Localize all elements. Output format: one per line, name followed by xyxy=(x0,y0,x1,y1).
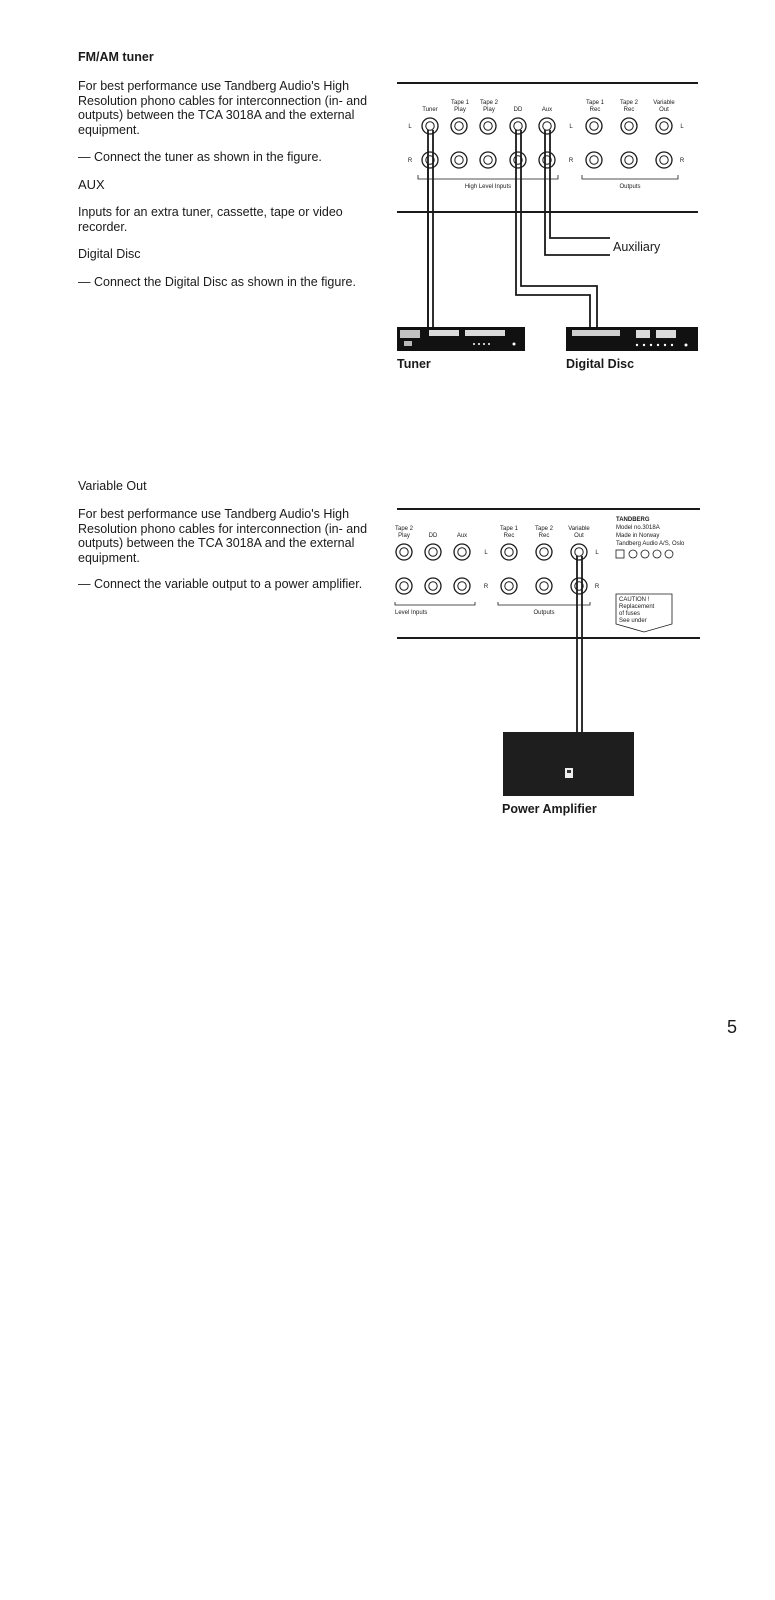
jack-tape2-rec-r xyxy=(621,152,637,168)
label-aux: Aux xyxy=(541,107,553,113)
cable-auxiliary xyxy=(545,130,610,255)
label-r-mid: R xyxy=(568,158,574,164)
heading-aux: AUX xyxy=(78,177,105,192)
heading-digital-disc: Digital Disc xyxy=(78,247,141,261)
jack-tuner-r xyxy=(422,152,438,168)
cable-digital-disc xyxy=(516,130,597,327)
jack2-tape2-rec-l xyxy=(536,544,552,560)
cable-variable-out xyxy=(577,556,582,732)
label-l-mid: L xyxy=(569,124,573,130)
label-l-left: L xyxy=(408,124,412,130)
jack-tape2-play-l xyxy=(480,118,496,134)
bracket-high-level-inputs xyxy=(418,175,558,179)
jack-dd-r xyxy=(510,152,526,168)
jack2-dd-l xyxy=(425,544,441,560)
cable-tuner xyxy=(428,130,433,327)
label-r-left: R xyxy=(407,158,413,164)
label-l-right: L xyxy=(680,124,684,130)
jack-tape1-play-l xyxy=(451,118,467,134)
label2-tape1-rec-1: Tape 1 xyxy=(499,526,519,532)
label2-l-right: L xyxy=(595,550,599,556)
jack2-tape1-rec-l xyxy=(501,544,517,560)
brand-made-in: Made in Norway xyxy=(616,533,660,539)
jack-var-out-l xyxy=(656,118,672,134)
label-tuner: Tuner xyxy=(422,107,438,113)
label-power-amplifier: Power Amplifier xyxy=(502,802,597,816)
caution-title: CAUTION ! xyxy=(619,597,650,603)
label2-l-mid: L xyxy=(484,550,488,556)
jack2-tape2-play-r xyxy=(396,578,412,594)
label2-dd: DD xyxy=(428,533,438,539)
label2-tape1-rec-2: Rec xyxy=(503,533,515,539)
label-tape1-play-2: Play xyxy=(454,107,466,113)
figure-variable-out-connection xyxy=(0,480,775,840)
jack-tuner-l xyxy=(422,118,438,134)
label2-tape2-rec-2: Rec xyxy=(538,533,550,539)
figure-tuner-dd-connection xyxy=(0,0,775,400)
label2-r-mid: R xyxy=(483,584,489,590)
label-tape2-rec-1: Tape 2 xyxy=(619,100,639,106)
label2-tape2-play-2: Play xyxy=(398,533,410,539)
label-var-out-1: Variable xyxy=(653,100,675,106)
label2-var-out-2: Out xyxy=(574,533,584,539)
label-digital-disc-device: Digital Disc xyxy=(566,357,635,371)
label2-tape2-play-1: Tape 2 xyxy=(394,526,414,532)
label-dd: DD xyxy=(513,107,523,113)
tuner-device-icon xyxy=(397,327,525,351)
label-var-out-2: Out xyxy=(659,107,669,113)
jack2-dd-r xyxy=(425,578,441,594)
jack-row-2 xyxy=(396,544,587,594)
label2-var-out-1: Variable xyxy=(568,526,590,532)
label2-tape2-rec-1: Tape 2 xyxy=(534,526,554,532)
jack2-aux-l xyxy=(454,544,470,560)
digital-disc-device-icon xyxy=(566,327,698,351)
label-tape2-rec-2: Rec xyxy=(623,107,635,113)
step-connect-tuner: — Connect the tuner as shown in the figure. xyxy=(78,150,322,164)
brand-maker: Tandberg Audio A/S, Oslo xyxy=(616,541,685,547)
jack2-tape1-rec-r xyxy=(501,578,517,594)
label-tape2-play-2: Play xyxy=(483,107,495,113)
paragraph-cable-advice-2: For best performance use Tandberg Audio's High Resolution phono cables for interconnection (in- and outputs) between the TCA 3018A and the external equipment. xyxy=(78,507,368,565)
brand-model: Model no.3018A xyxy=(616,525,660,531)
brand-plate xyxy=(616,517,685,547)
caution-line-3: of fuses xyxy=(619,611,641,617)
brand-name: TANDBERG xyxy=(616,517,650,523)
label2-r-right: R xyxy=(594,584,600,590)
paragraph-cable-advice: For best performance use Tandberg Audio's High Resolution phono cables for interconnection (in- and outputs) between the TCA 3018A and the external equipment. xyxy=(78,79,368,137)
jack-tape1-play-r xyxy=(451,152,467,168)
jack-tape1-rec-l xyxy=(586,118,602,134)
paragraph-aux: Inputs for an extra tuner, cassette, tape or video recorder. xyxy=(78,205,343,234)
bracket-level-inputs xyxy=(395,602,475,605)
caution-line-4: See under xyxy=(619,618,647,624)
label-tuner-device: Tuner xyxy=(397,357,431,371)
step-connect-digital-disc: — Connect the Digital Disc as shown in the figure. xyxy=(78,275,356,289)
jack-tape1-rec-r xyxy=(586,152,602,168)
jack2-var-out-l xyxy=(571,544,587,560)
label-r-right: R xyxy=(679,158,685,164)
jack-row xyxy=(422,118,672,168)
label-auxiliary: Auxiliary xyxy=(613,240,661,254)
heading-variable-out: Variable Out xyxy=(78,479,147,493)
step-connect-variable-out: — Connect the variable output to a power amplifier. xyxy=(78,577,363,591)
jack2-aux-r xyxy=(454,578,470,594)
jack-aux-l xyxy=(539,118,555,134)
label2-outputs: Outputs xyxy=(533,610,555,616)
page-number: 5 xyxy=(727,1017,738,1037)
label2-aux: Aux xyxy=(456,533,468,539)
label-tape1-rec-2: Rec xyxy=(589,107,601,113)
power-amplifier-device-icon xyxy=(503,732,634,796)
bracket-outputs xyxy=(582,175,678,179)
label-tape1-rec-1: Tape 1 xyxy=(585,100,605,106)
jack-var-out-r xyxy=(656,152,672,168)
heading-fm-am-tuner: FM/AM tuner xyxy=(78,50,154,64)
label-tape2-play-1: Tape 2 xyxy=(479,100,499,106)
jack2-tape2-play-l xyxy=(396,544,412,560)
jack-dd-l xyxy=(510,118,526,134)
label2-level-inputs: Level Inputs xyxy=(395,610,428,616)
jack-tape2-play-r xyxy=(480,152,496,168)
label-outputs: Outputs xyxy=(619,184,641,190)
label-high-level-inputs: High Level Inputs xyxy=(464,184,512,190)
approval-marks-icon xyxy=(616,550,673,558)
jack-aux-r xyxy=(539,152,555,168)
caution-line-2: Replacement xyxy=(619,604,655,610)
jack2-tape2-rec-r xyxy=(536,578,552,594)
caution-label xyxy=(616,594,672,632)
jack-tape2-rec-l xyxy=(621,118,637,134)
label-tape1-play-1: Tape 1 xyxy=(450,100,470,106)
jack2-var-out-r xyxy=(571,578,587,594)
